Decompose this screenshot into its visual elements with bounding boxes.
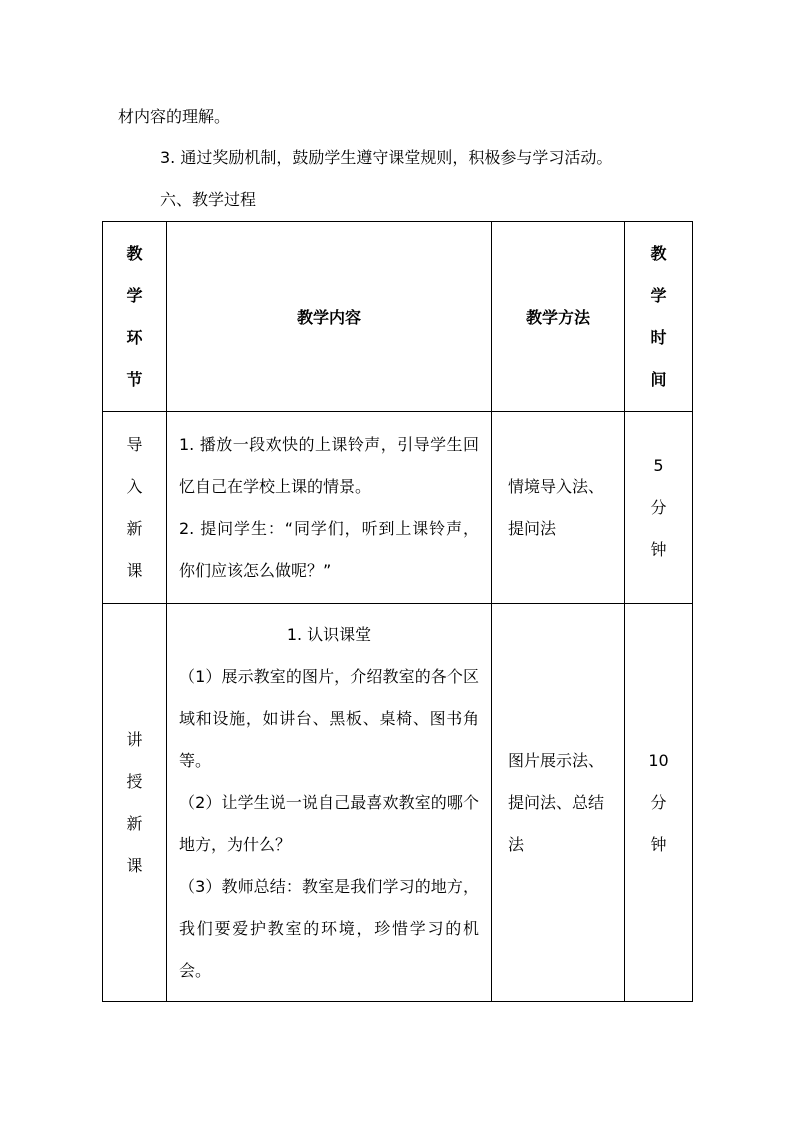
section-heading: 六、教学过程	[160, 190, 257, 209]
content-cell	[167, 604, 492, 1002]
content-cell	[167, 412, 492, 604]
objective-item-3: 3. 通过奖励机制，鼓励学生遵守课堂规则，积极参与学习活动。	[160, 148, 613, 167]
time-block	[648, 740, 670, 866]
header-content: 教学内容	[296, 308, 361, 327]
stage-cell	[103, 604, 167, 1002]
table-row	[103, 412, 693, 604]
method-cell	[492, 412, 625, 604]
header-method-cell	[492, 222, 625, 412]
content-block	[179, 424, 479, 592]
time-unit: 分钟	[650, 497, 667, 559]
table-header-row	[103, 222, 693, 412]
content-block	[179, 614, 479, 992]
content-item: （3）教师总结：教室是我们学习的地方，我们要爱护教室的环境，珍惜学习的机会。	[179, 876, 479, 980]
header-time-cell	[625, 222, 693, 412]
time-unit: 分钟	[650, 792, 667, 854]
method-cell	[492, 604, 625, 1002]
stage-label: 导入新课	[126, 434, 143, 580]
method-text: 图片展示法、提问法、总结法	[508, 750, 605, 854]
content-item: 1. 播放一段欢快的上课铃声，引导学生回忆自己在学校上课的情景。	[179, 434, 479, 496]
time-block	[650, 445, 668, 571]
paragraph-continuation: 材内容的理解。	[118, 107, 231, 126]
method-text: 情境导入法、提问法	[508, 476, 605, 538]
content-item: （2）让学生说一说自己最喜欢教室的哪个地方，为什么？	[179, 792, 479, 854]
header-method: 教学方法	[525, 308, 590, 327]
time-number: 5	[653, 455, 664, 475]
header-time: 教学时间	[650, 243, 667, 389]
content-item: （1）展示教室的图片，介绍教室的各个区域和设施，如讲台、黑板、桌椅、图书角等。	[179, 666, 479, 770]
stage-label: 讲授新课	[126, 729, 143, 875]
content-item: 2. 提问学生：“同学们，听到上课铃声，你们应该怎么做呢？”	[179, 518, 479, 580]
header-stage-cell	[103, 222, 167, 412]
stage-cell	[103, 412, 167, 604]
table-row	[103, 604, 693, 1002]
header-content-cell	[167, 222, 492, 412]
content-title: 1. 认识课堂	[286, 624, 372, 644]
header-stage: 教学环节	[126, 243, 143, 389]
teaching-process-table	[102, 221, 693, 1002]
time-cell	[625, 412, 693, 604]
time-cell	[625, 604, 693, 1002]
time-number: 10	[648, 750, 669, 770]
